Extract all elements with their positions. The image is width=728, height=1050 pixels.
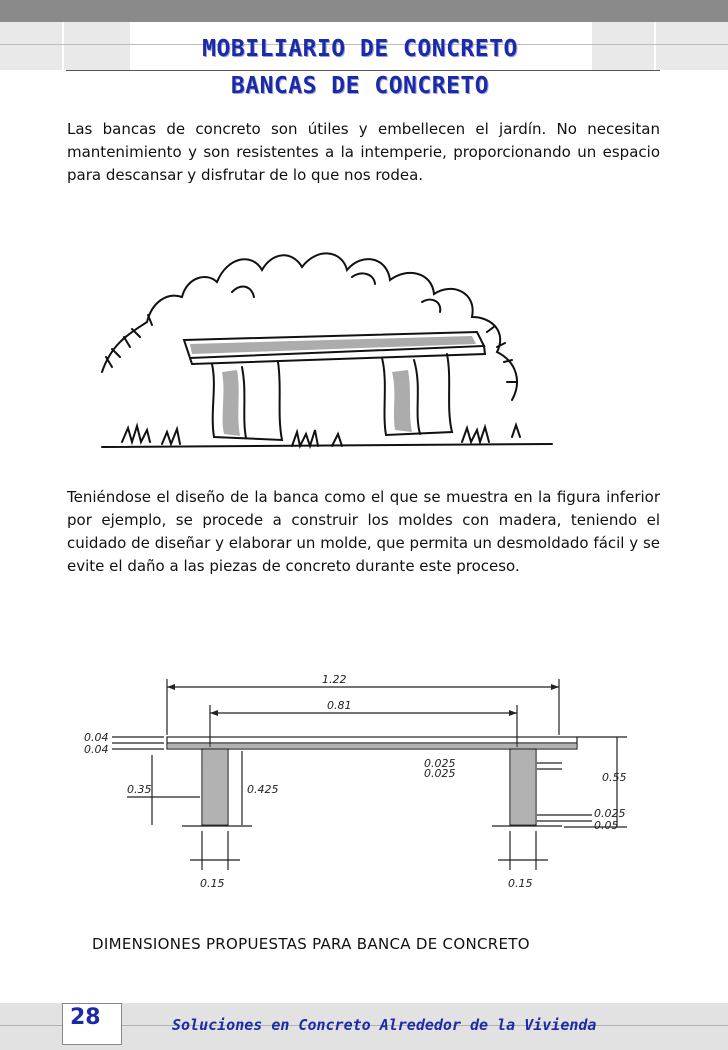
header-cell-left [0,22,62,70]
intro-paragraph: Las bancas de concreto son útiles y embellecen el jardín. No necesitan mantenimiento y son resistentes a la intemperie, proporcionando un espacio para descansar y disfrutar de lo que nos rodea. [67,120,660,184]
dim-base-1: 0.025 [594,807,626,820]
bench-illustration [92,222,572,474]
page-number: 28 [70,1005,101,1030]
header-bar [0,0,728,22]
dim-overhang-2: 0.025 [424,767,456,780]
header-cell-right-2 [656,22,728,70]
dim-leg-spacing: 0.81 [327,699,352,712]
dim-overhang-1: 0.025 [424,757,456,770]
header-rule [66,70,660,71]
page-subtitle: BANCAS DE CONCRETO [230,73,490,99]
footer-text: Soluciones en Concreto Alrededor de la Vivienda [172,1016,597,1034]
figure-caption: DIMENSIONES PROPUESTAS PARA BANCA DE CONCRETO [92,935,530,953]
page-title: MOBILIARIO DE CONCRETO [202,36,518,62]
dim-total-length: 1.22 [322,673,347,686]
dim-leg-height-mid: 0.425 [247,783,279,796]
body-paragraph: Teniéndose el diseño de la banca como el que se muestra en la figura inferior por ejemplo, se procede a construir los moldes con madera, teniendo el cuidado de diseñar y elaborar un molde, que permita un desmoldado fácil y se evite el daño a las piezas de concreto durante este proceso. [67,488,660,575]
dim-base-2: 0.05 [594,819,619,832]
dim-leg-height-left: 0.35 [127,783,152,796]
dim-total-height: 0.55 [602,771,627,784]
dim-leg-width-left: 0.15 [200,877,225,890]
dim-top-thickness-2: 0.04 [84,743,109,756]
dim-leg-width-right: 0.15 [508,877,533,890]
dim-top-thickness-1: 0.04 [84,731,109,744]
bench-dimension-drawing [72,655,652,900]
